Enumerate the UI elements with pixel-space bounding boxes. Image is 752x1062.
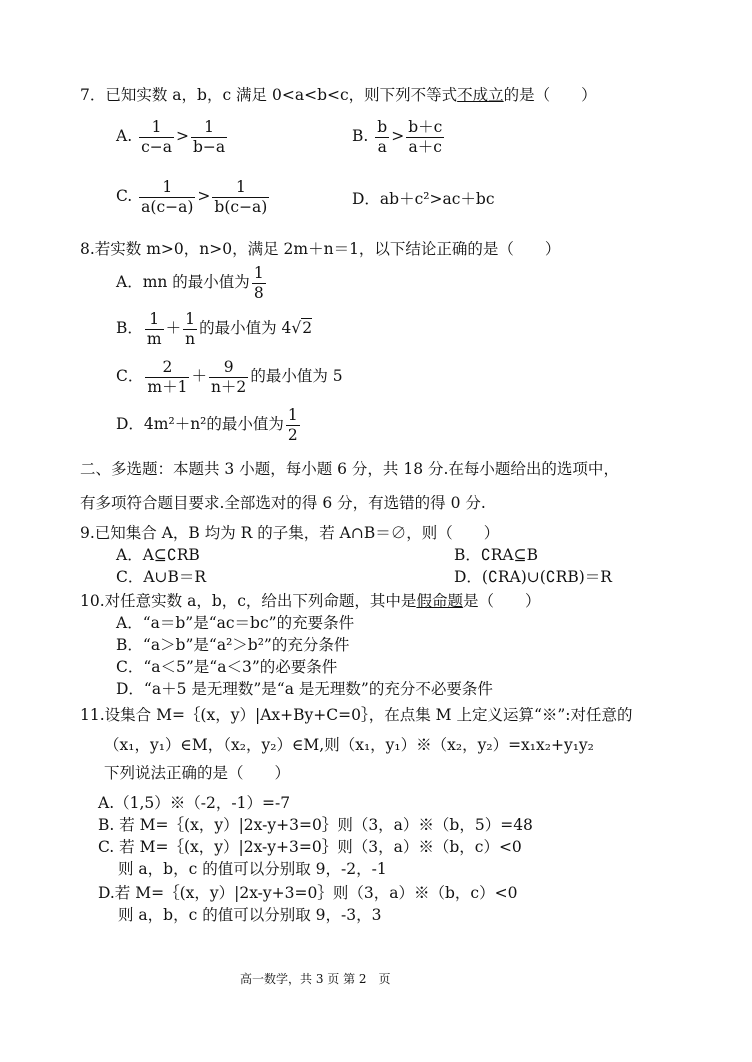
q9-stem: 9.已知集合 A，B 均为 R 的子集，若 A∩B＝∅，则（ ） <box>80 524 500 542</box>
q11-stem-line1: 11.设集合 M=｛(x，y）|Ax+By+C=0｝，在点集 M 上定义运算“※”:对任意的 <box>80 706 633 724</box>
section2-line2: 有多项符合题目要求.全部选对的得 6 分，有选错的得 0 分. <box>80 494 486 512</box>
q11-stem-line2: （x₁，y₁）∈M，（x₂，y₂）∈M,则（x₁，y₁）※（x₂，y₂）=x₁x₂+y₁y₂ <box>104 736 594 754</box>
q8-option-b: B． $\frac{1}{m}$ ＋ $\frac{1}{n}$ 的最小值为 4√2 <box>116 310 313 348</box>
q7-stem: 7．已知实数 a，b，c 满足 0<a<b<c，则下列不等式不成立的是（ ） <box>80 86 597 104</box>
q7-option-a: A. $\frac{1}{c-a}$ > $\frac{1}{b-a}$ <box>116 118 226 156</box>
q7-option-c: C. $\frac{1}{a(c-a)}$ > $\frac{1}{b(c-a)}$ <box>116 178 268 216</box>
q9-option-d: D．(∁RA)∪(∁RB)＝R <box>454 568 612 586</box>
q8-option-c: C． $\frac{2}{m+1}$ ＋ $\frac{9}{n+2}$ 的最小值为 5 <box>116 358 343 396</box>
q8-stem: 8.若实数 m>0，n>0，满足 2m＋n＝1，以下结论正确的是（ ） <box>80 240 561 258</box>
q11-option-b: B. 若 M=｛(x，y）|2x-y+3=0｝则（3，a）※（b，5）=48 <box>98 816 533 834</box>
q9-option-c: C．A∪B＝R <box>116 568 207 586</box>
section2-line1: 二、多选题：本题共 3 小题，每小题 6 分，共 18 分.在每小题给出的选项中， <box>80 460 619 478</box>
q11-option-d-line1: D.若 M=｛(x，y）|2x-y+3=0｝则（3，a）※（b，c）<0 <box>98 884 518 902</box>
q11-option-c-line1: C. 若 M=｛(x，y）|2x-y+3=0｝则（3，a）※（b，c）<0 <box>98 838 522 856</box>
q9-option-a: A．A⊆∁RB <box>116 546 200 564</box>
q11-stem-line3: 下列说法正确的是（ ） <box>104 764 291 782</box>
page-footer: 高一数学，共 3 页 第 2 页 <box>240 972 391 986</box>
q10-option-a: A．“a＝b”是“ac＝bc”的充要条件 <box>116 614 355 632</box>
q10-stem: 10.对任意实数 a，b，c，给出下列命题，其中是假命题是（ ） <box>80 592 541 610</box>
q11-option-c-line2: 则 a，b，c 的值可以分别取 9，-2，-1 <box>118 860 387 878</box>
q10-option-d: D．“a＋5 是无理数”是“a 是无理数”的充分不必要条件 <box>116 680 493 698</box>
q9-option-b: B．∁RA⊆B <box>454 546 538 564</box>
q10-option-b: B．“a＞b”是“a²＞b²”的充分条件 <box>116 636 350 654</box>
q11-option-a: A.（1,5）※（-2，-1）=-7 <box>98 794 291 812</box>
q7-option-b: B. $\frac{b}{a}$ > $\frac{b+c}{a+c}$ <box>352 118 443 156</box>
q7-option-d: D．ab＋c²>ac＋bc <box>352 190 495 208</box>
q11-option-d-line2: 则 a，b，c 的值可以分别取 9，-3，3 <box>118 906 382 924</box>
q8-option-d: D．4m²＋n²的最小值为 $\frac{1}{2}$ <box>116 406 298 444</box>
q10-option-c: C．“a＜5”是“a＜3”的必要条件 <box>116 658 338 676</box>
q8-option-a: A．mn 的最小值为 $\frac{1}{8}$ <box>116 264 264 302</box>
